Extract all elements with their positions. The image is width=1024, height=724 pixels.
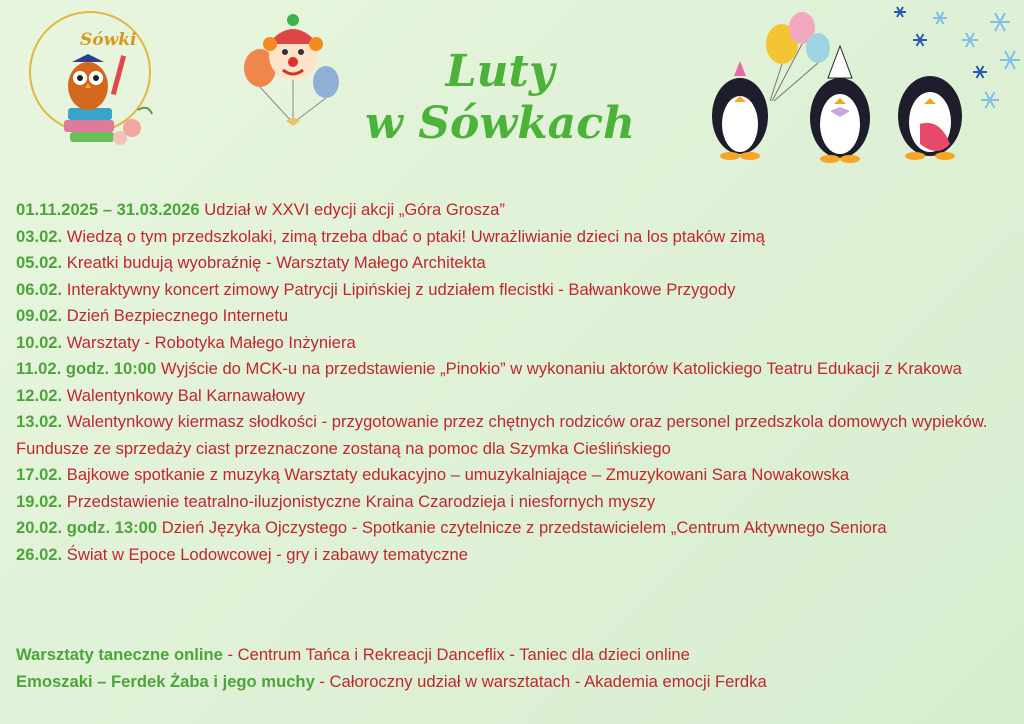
extra-text: - Całoroczny udział w warsztatach - Akademia emocji Ferdka (314, 671, 767, 691)
event-date: 10.02. (16, 332, 63, 352)
event-text: Warsztaty - Robotyka Małego Inżyniera (66, 332, 356, 352)
event-text: Interaktywny koncert zimowy Patrycji Lipińskiej z udziałem flecistki - Bałwankowe Przygody (66, 279, 736, 299)
event-row (16, 303, 1011, 330)
event-row (16, 409, 1011, 462)
event-row (16, 515, 1011, 542)
event-row (16, 250, 1011, 277)
extra-activities (16, 642, 1011, 695)
event-row (16, 330, 1011, 357)
event-row (16, 383, 1011, 410)
event-row (16, 197, 1011, 224)
event-date: 06.02. (16, 279, 63, 299)
extra-row (16, 642, 1011, 669)
event-row (16, 356, 1011, 383)
event-text: Wiedzą o tym przedszkolaki, zimą trzeba dbać o ptaki! Uwrażliwianie dzieci na los ptaków zimą (66, 226, 765, 246)
event-date: 13.02. (16, 412, 63, 431)
extra-label: Warsztaty taneczne online (16, 645, 223, 664)
event-date: 11.02. godz. 10:00 (16, 359, 157, 378)
event-text: Walentynkowy kiermasz słodkości - przygotowanie przez chętnych rodziców oraz personel przedszkola domowych wypieków. Fundusze ze sprzedaży ciast przeznaczone zostaną na pomoc dla Szymka Cieślińskiego (16, 412, 988, 458)
extra-text: - Centrum Tańca i Rekreacji Danceflix - Taniec dla dzieci online (222, 645, 690, 664)
event-row (16, 489, 1011, 516)
event-date: 19.02. (16, 491, 63, 511)
events-list (16, 197, 1011, 568)
event-date: 03.02. (16, 226, 63, 246)
title-line-1: Luty (445, 46, 555, 97)
title-line-2: w Sówkach (365, 98, 635, 149)
event-text: Przedstawienie teatralno-iluzjonistyczne Kraina Czarodzieja i niesfornych myszy (66, 491, 656, 511)
snowflakes-icon (880, 0, 1024, 150)
event-row (16, 277, 1011, 304)
extra-label: Emoszaki – Ferdek Żaba i jego muchy (16, 671, 315, 691)
event-text: Dzień Języka Ojczystego - Spotkanie czytelnicze z przedstawicielem „Centrum Aktywnego Seniora (161, 518, 887, 537)
sowki-logo (20, 10, 160, 160)
event-date: 01.11.2025 – 31.03.2026 (16, 200, 200, 219)
event-date: 17.02. (16, 465, 63, 484)
extra-row (16, 669, 1011, 696)
event-row (16, 224, 1011, 251)
event-text: Kreatki budują wyobraźnię - Warsztaty Małego Architekta (66, 253, 486, 272)
event-row (16, 462, 1011, 489)
event-date: 26.02. (16, 544, 63, 564)
event-text: Dzień Bezpiecznego Internetu (66, 306, 289, 325)
event-date: 20.02. godz. 13:00 (16, 518, 158, 537)
event-date: 09.02. (16, 306, 63, 325)
logo-text: Sówki (80, 30, 137, 50)
event-text: Świat w Epoce Lodowcowej - gry i zabawy tematyczne (66, 544, 468, 564)
event-row (16, 542, 1011, 569)
event-date: 12.02. (16, 385, 63, 405)
event-date: 05.02. (16, 253, 63, 272)
event-text: Udział w XXVI edycji akcji „Góra Grosza” (204, 200, 505, 219)
page-title (330, 46, 670, 150)
event-text: Walentynkowy Bal Karnawałowy (66, 385, 306, 405)
event-text: Wyjście do MCK-u na przedstawienie „Pinokio” w wykonaniu aktorów Katolickiego Teatru Edukacji z Krakowa (160, 359, 962, 378)
event-text: Bajkowe spotkanie z muzyką Warsztaty edukacyjno – umuzykalniające – Zmuzykowani Sara Nowakowska (66, 465, 850, 484)
